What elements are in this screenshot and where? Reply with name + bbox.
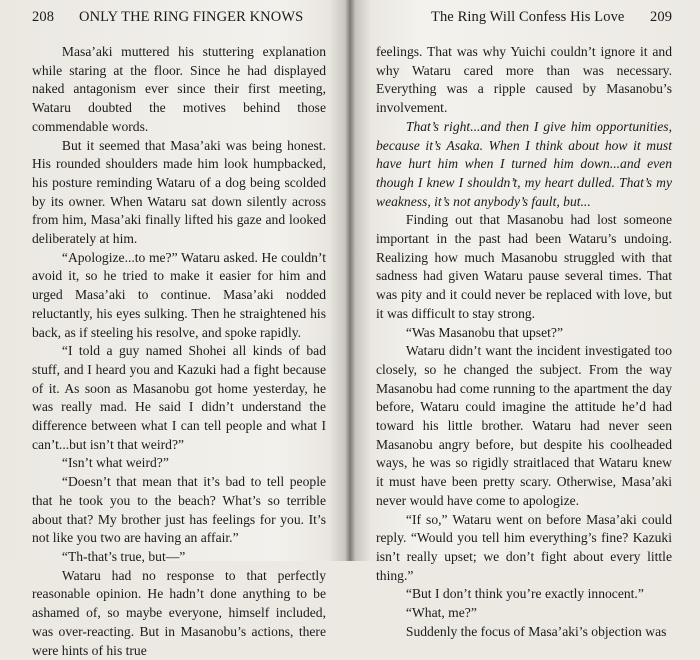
paragraph: Wataru didn’t want the incident investigated too closely, so he changed the subject. From the way Masanobu had come running to the apartment the day before, Wataru could imagine the attitude he’d had toward his little brother. Wataru had never seen Masanobu angry before, but despite his coolheaded ways, he was so rigidly straitlaced that Wataru knew it must have been pretty scary. Otherwise, Masa’aki never would have come to apologize. [376, 343, 672, 508]
paragraph: Finding out that Masanobu had lost someone important in the past had been Wataru’s undoing. Realizing how much Masanobu struggled with that sadness had given Wataru pause several times. That was pity and it could never be replaced with love, but it was difficult to stay strong. [376, 212, 672, 321]
page-number: 208 [32, 9, 55, 25]
paragraph: “Doesn’t that mean that it’s bad to tell people that he took you to the beach? What’s so terrible about that? My brother just has feelings for you. It’s not like you two are having an affair.” [32, 474, 326, 546]
paragraph: “But I don’t think you’re exactly innocent.” [405, 586, 644, 602]
running-title: ONLY THE RING FINGER KNOWS [79, 9, 304, 25]
paragraph: “If so,” Wataru went on before Masa’aki could reply. “Would you tell him everything’s fine? Kazuki isn’t really upset; we don’t fight about every little thing.” [376, 511, 672, 583]
right-page-header [360, 9, 700, 29]
paragraph: “Isn’t what weird?” [61, 455, 169, 471]
paragraph: Suddenly the focus of Masa’aki’s objection was [405, 623, 667, 639]
running-title: The Ring Will Confess His Love [431, 9, 625, 25]
paragraph: “Th-that’s true, but—” [61, 548, 186, 564]
paragraph: “What, me?” [405, 605, 477, 621]
continued-paragraph: feelings. That was why Yuichi couldn’t ignore it and why Wataru cared more than was necessary. Everything was a ripple caused by Masanobu’s involvement. [376, 44, 672, 116]
paragraph: “I told a guy named Shohei all kinds of bad stuff, and I heard you and Kazuki had a fight because of it. As soon as Masanobu got home yesterday, he was really mad. He said I didn’t understand the difference between what I can tell people and what I can’t...but isn’t that weird?” [32, 343, 326, 452]
paragraph: But it seemed that Masa’aki was being honest. His rounded shoulders made him look humpbacked, his posture reminding Wataru of a dog being scolded by its owner. When Wataru sat down silently across from him, Masa’aki finally lifted his gaze and looked deliberately at him. [32, 137, 326, 247]
left-page [0, 0, 340, 658]
italic-thought-paragraph: That’s right...and then I give him opportunities, because it’s Asaka. When I think about how it must have hurt him when I turned him down...and even though I knew I shouldn’t, my heart dulled. That’s my weakness, it’s not anybody’s fault, but... [376, 118, 672, 209]
right-page [360, 0, 700, 639]
paragraph: “Apologize...to me?” Wataru asked. He couldn’t avoid it, so he tried to make it easier for him and urged Masa’aki to continue. Masa’aki nodded reluctantly, his eyes sulking. Then he straightened his back, as if steeling his resolve, and spoke rapidly. [32, 249, 326, 340]
paragraph: Wataru had no response to that perfectly reasonable opinion. He hadn’t done anything to be ashamed of, so maybe everyone, himself included, was over-reacting. But in Masanobu’s actions, there were hints of his true [32, 567, 326, 658]
right-page-body [376, 43, 672, 642]
paragraph: “Was Masanobu that upset?” [405, 324, 563, 340]
paragraph: Masa’aki muttered his stuttering explanation while staring at the floor. Since he had displayed naked antagonism ever since their first meeting, Wataru doubted the motives behind those commendable words. [32, 44, 326, 134]
left-page-body [32, 43, 326, 660]
page-number: 209 [650, 9, 673, 25]
left-page-header [0, 9, 340, 29]
